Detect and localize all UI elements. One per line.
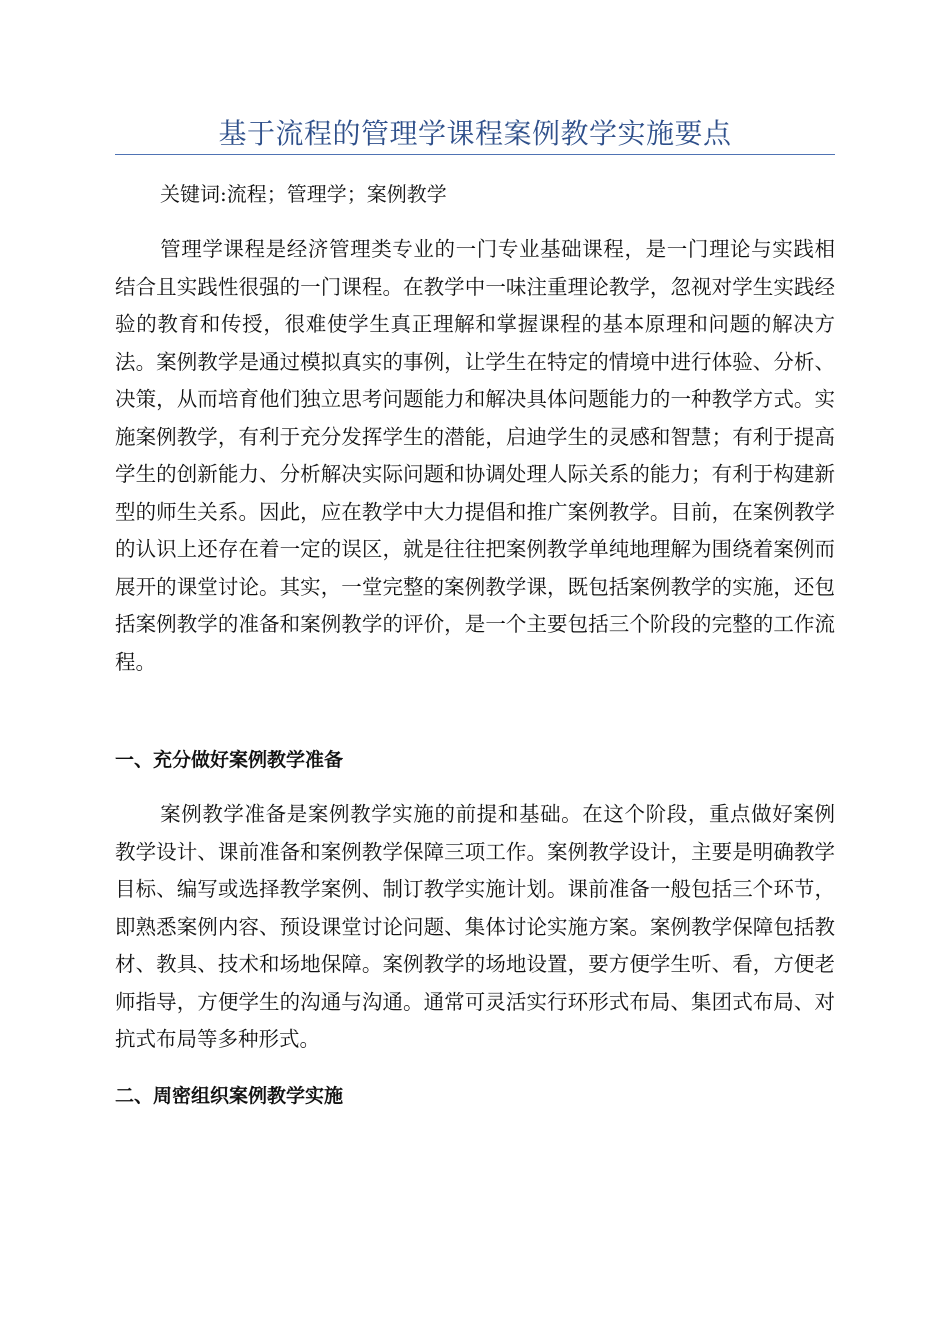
keywords-line: 关键词:流程；管理学；案例教学: [160, 182, 447, 206]
section-1-paragraph: 案例教学准备是案例教学实施的前提和基础。在这个阶段，重点做好案例教学设计、课前准备和案例教学保障三项工作。案例教学设计，主要是明确教学目标、编写或选择教学案例、制订教学实施计划。课前准备一般包括三个环节，即熟悉案例内容、预设课堂讨论问题、集体讨论实施方案。案例教学保障包括教材、教具、技术和场地保障。案例教学的场地设置，要方便学生听、看，方便老师指导，方便学生的沟通与沟通。通常可灵活实行环形式布局、集团式布局、对抗式布局等多种形式。: [115, 802, 835, 1051]
document-title: 基于流程的管理学课程案例教学实施要点: [218, 117, 732, 150]
section-heading-2: 二、周密组织案例教学实施: [115, 1085, 344, 1107]
section-heading-1: 一、充分做好案例教学准备: [115, 749, 344, 771]
title-underline-divider: [115, 154, 835, 155]
intro-paragraph: 管理学课程是经济管理类专业的一门专业基础课程，是一门理论与实践相结合且实践性很强的一门课程。在教学中一味注重理论教学，忽视对学生实践经验的教育和传授，很难使学生真正理解和掌握课程的基本原理和问题的解决方法。案例教学是通过模拟真实的事例，让学生在特定的情境中进行体验、分析、决策，从而培育他们独立思考问题能力和解决具体问题能力的一种教学方式。实施案例教学，有利于充分发挥学生的潜能，启迪学生的灵感和智慧；有利于提高学生的创新能力、分析解决实际问题和协调处理人际关系的能力；有利于构建新型的师生关系。因此，应在教学中大力提倡和推广案例教学。目前，在案例教学的认识上还存在着一定的误区，就是往往把案例教学单纯地理解为围绕着案例而展开的课堂讨论。其实，一堂完整的案例教学课，既包括案例教学的实施，还包括案例教学的准备和案例教学的评价，是一个主要包括三个阶段的完整的工作流程。: [115, 237, 835, 674]
